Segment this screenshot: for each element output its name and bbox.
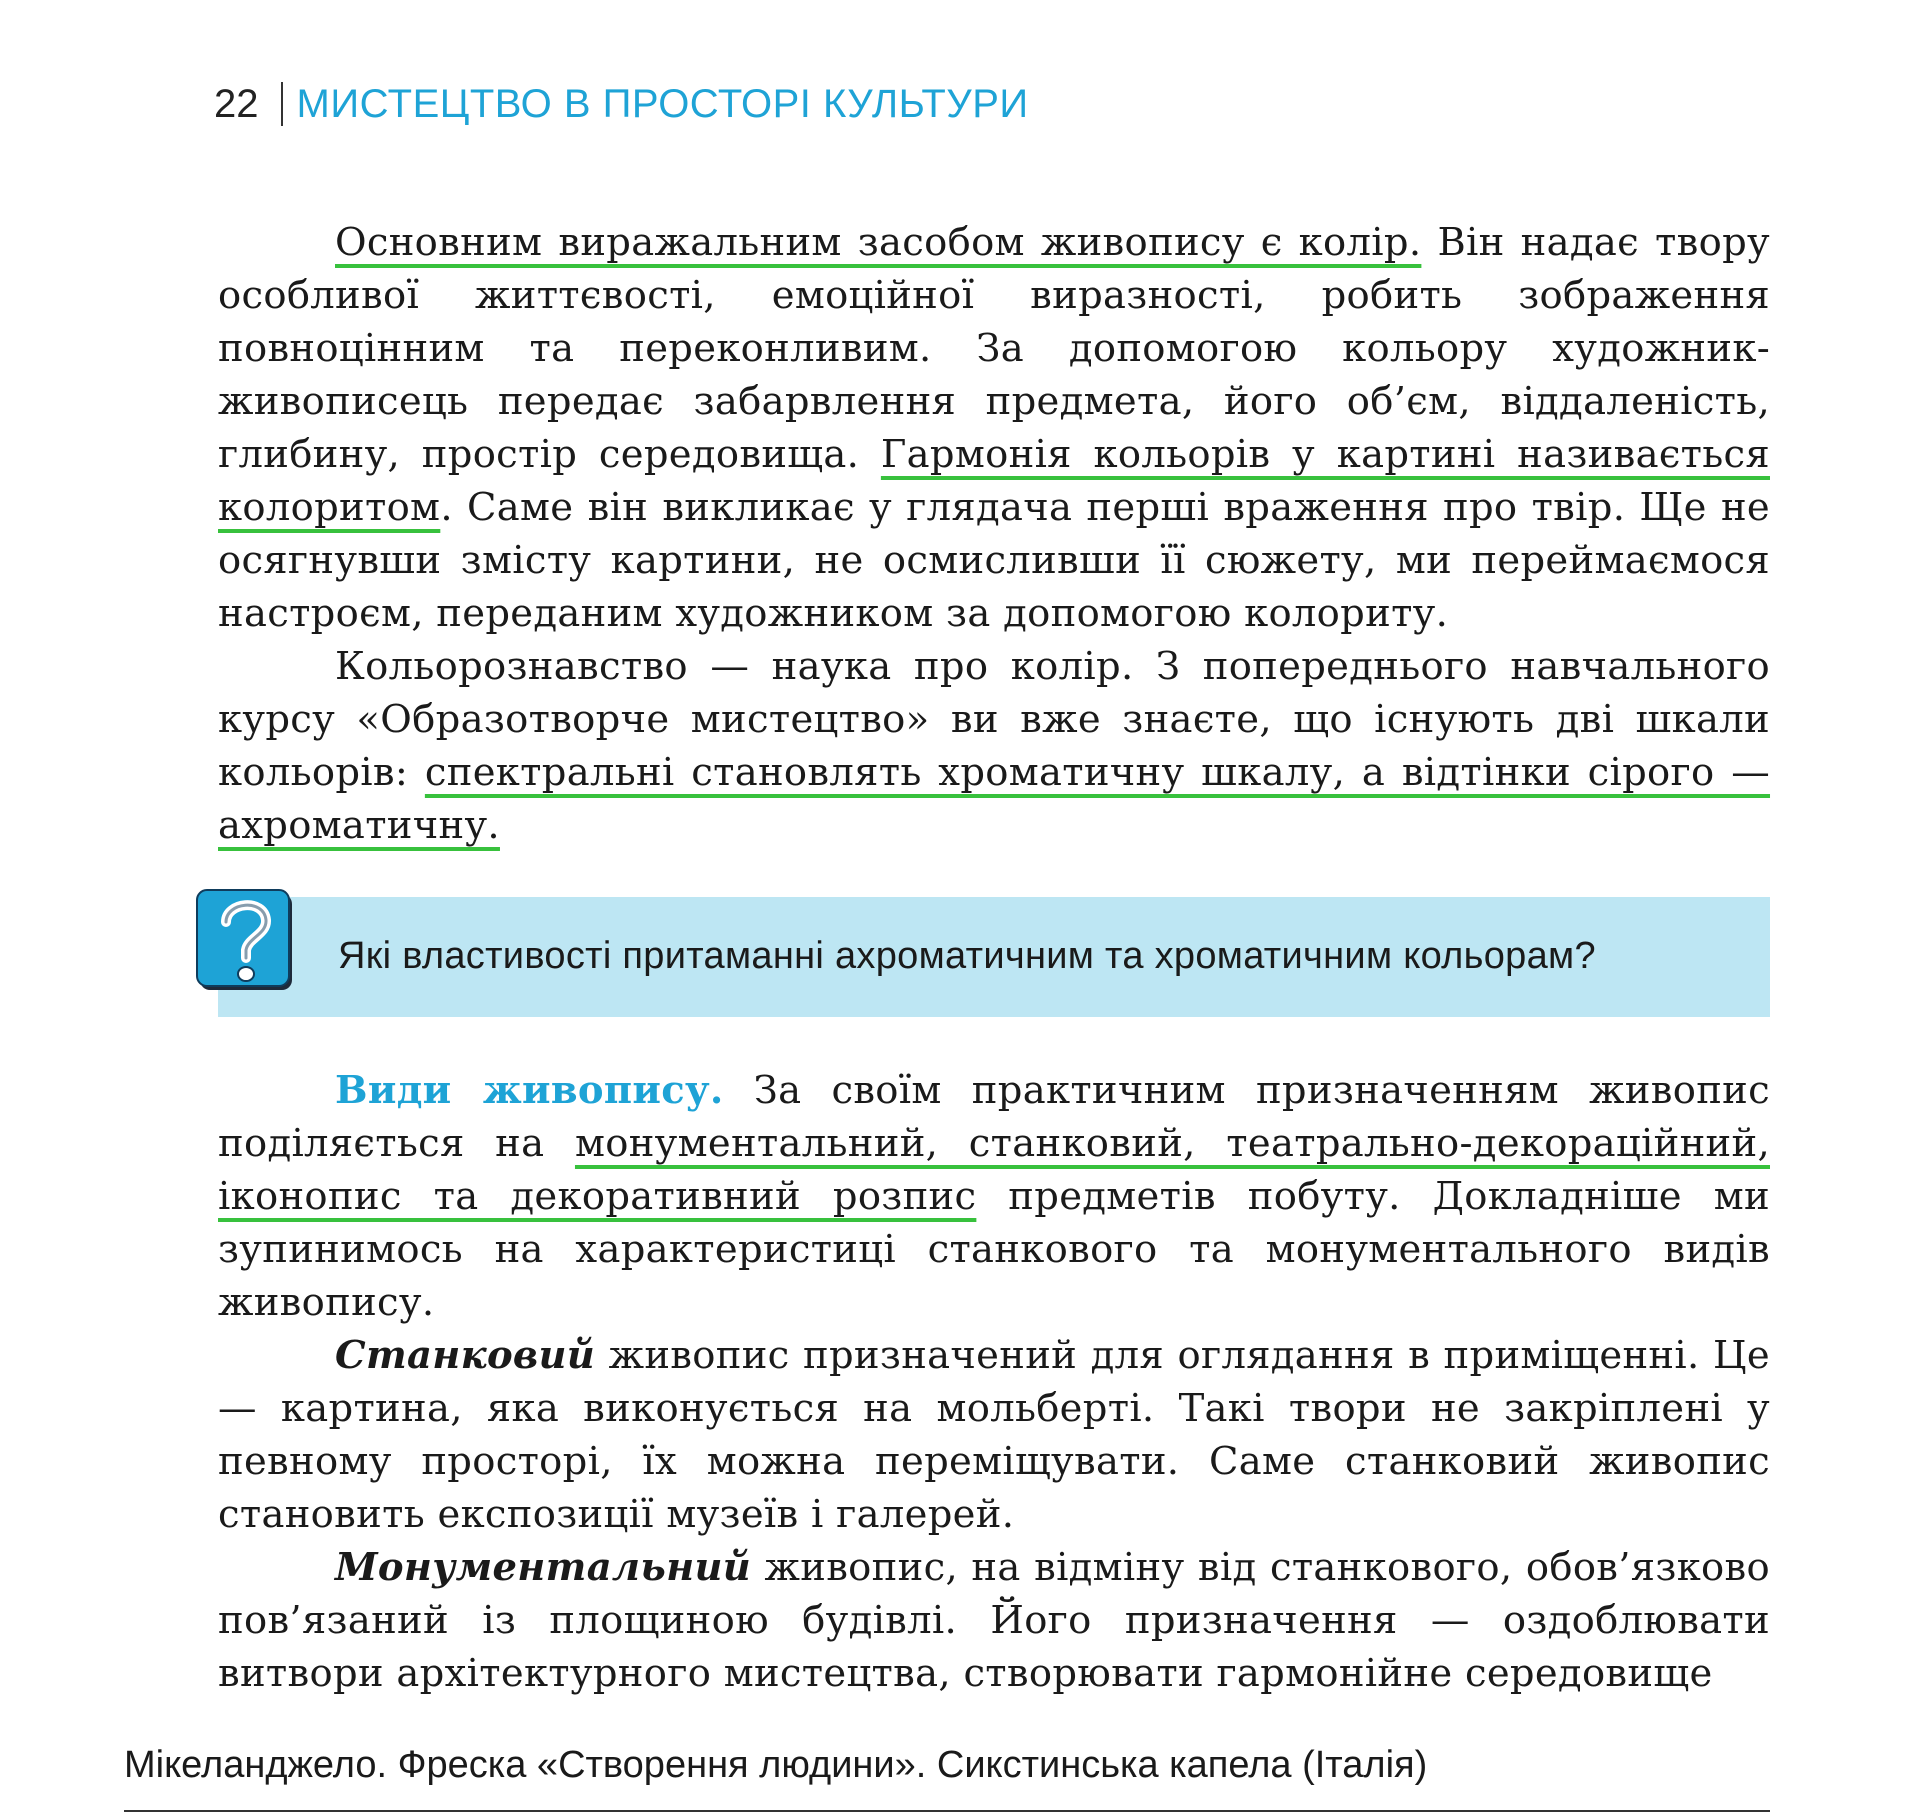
figure-caption: Мікеланджело. Фреска «Створення людини». Сикстинська капела (Італія) [124,1744,1428,1786]
paragraph-painting-types [218,1064,1770,1329]
question-mark-icon [196,884,296,994]
paragraph-colour-expressive-means [218,216,1770,640]
caption-rule [124,1810,1770,1812]
term-painting-types: Види живопису. [335,1068,724,1113]
highlighted-phrase: монументальний, станковий, театрально-декораційний, іконопис та декоративний розпис [218,1121,1770,1219]
highlighted-phrase: Гармонія кольорів у картині називається колоритом [218,432,1770,530]
header-divider [281,82,283,126]
body-text-block-colour [218,216,1770,852]
paragraph-colour-science [218,640,1770,852]
page-number: 22 [214,81,259,126]
paragraph-text: живопис призначений для оглядання в приміщенні. Це — картина, яка виконується на мольберті. Такі твори не закріплені у певному просторі, їх можна переміщувати. Саме станковий живопис становить експозиції музеїв і галерей. [218,1333,1770,1537]
highlighted-phrase: Основним виражальним засобом живопису є колір. [335,220,1422,265]
question-text: Які властивості притаманні ахроматичним та хроматичним кольорам? [338,935,1596,977]
paragraph-monumental-painting [218,1541,1770,1700]
paragraph-text: предметів побуту. Докладніше ми зупинимось на характеристиці станкового та монументального видів живопису. [218,1174,1770,1325]
term-monumental: Монументальний [335,1545,752,1590]
paragraph-text: живопис, на відміну від станкового, обов’язково пов’язаний із площиною будівлі. Його призначення — оздоблювати витвори архітектурного мистецтва, створювати гармонійне середовище [218,1545,1770,1696]
paragraph-text: Він надає твору особливої життєвості, емоційної виразності, робить зображення повноцінним та переконливим. За допомогою кольору художник-живописець передає забарвлення предмета, його об’єм, віддаленість, глибину, простір середовища. [218,220,1770,477]
paragraph-text: . Саме він викликає у глядача перші враження про твір. Ще не осягнувши змісту картини, не осмисливши її сюжету, ми переймаємося настроєм, переданим художником за допомогою колориту. [218,485,1770,636]
highlighted-phrase: спектральні становлять хроматичну шкалу, а відтінки сірого — ахроматичну. [218,750,1771,848]
paragraph-easel-painting [218,1329,1770,1541]
term-easel: Станковий [335,1333,596,1378]
paragraph-text: За своїм практичним призначенням живопис поділяється на [218,1068,1770,1166]
body-text-block-painting-types [218,1064,1770,1700]
section-title: МИСТЕЦТВО В ПРОСТОРІ КУЛЬТУРИ [296,81,1029,126]
paragraph-text: Кольорознавство — наука про колір. З попереднього навчального курсу «Образотворче мистецтво» ви вже знаєте, що існують дві шкали кольорів: [218,644,1770,795]
page-header [214,78,1029,130]
